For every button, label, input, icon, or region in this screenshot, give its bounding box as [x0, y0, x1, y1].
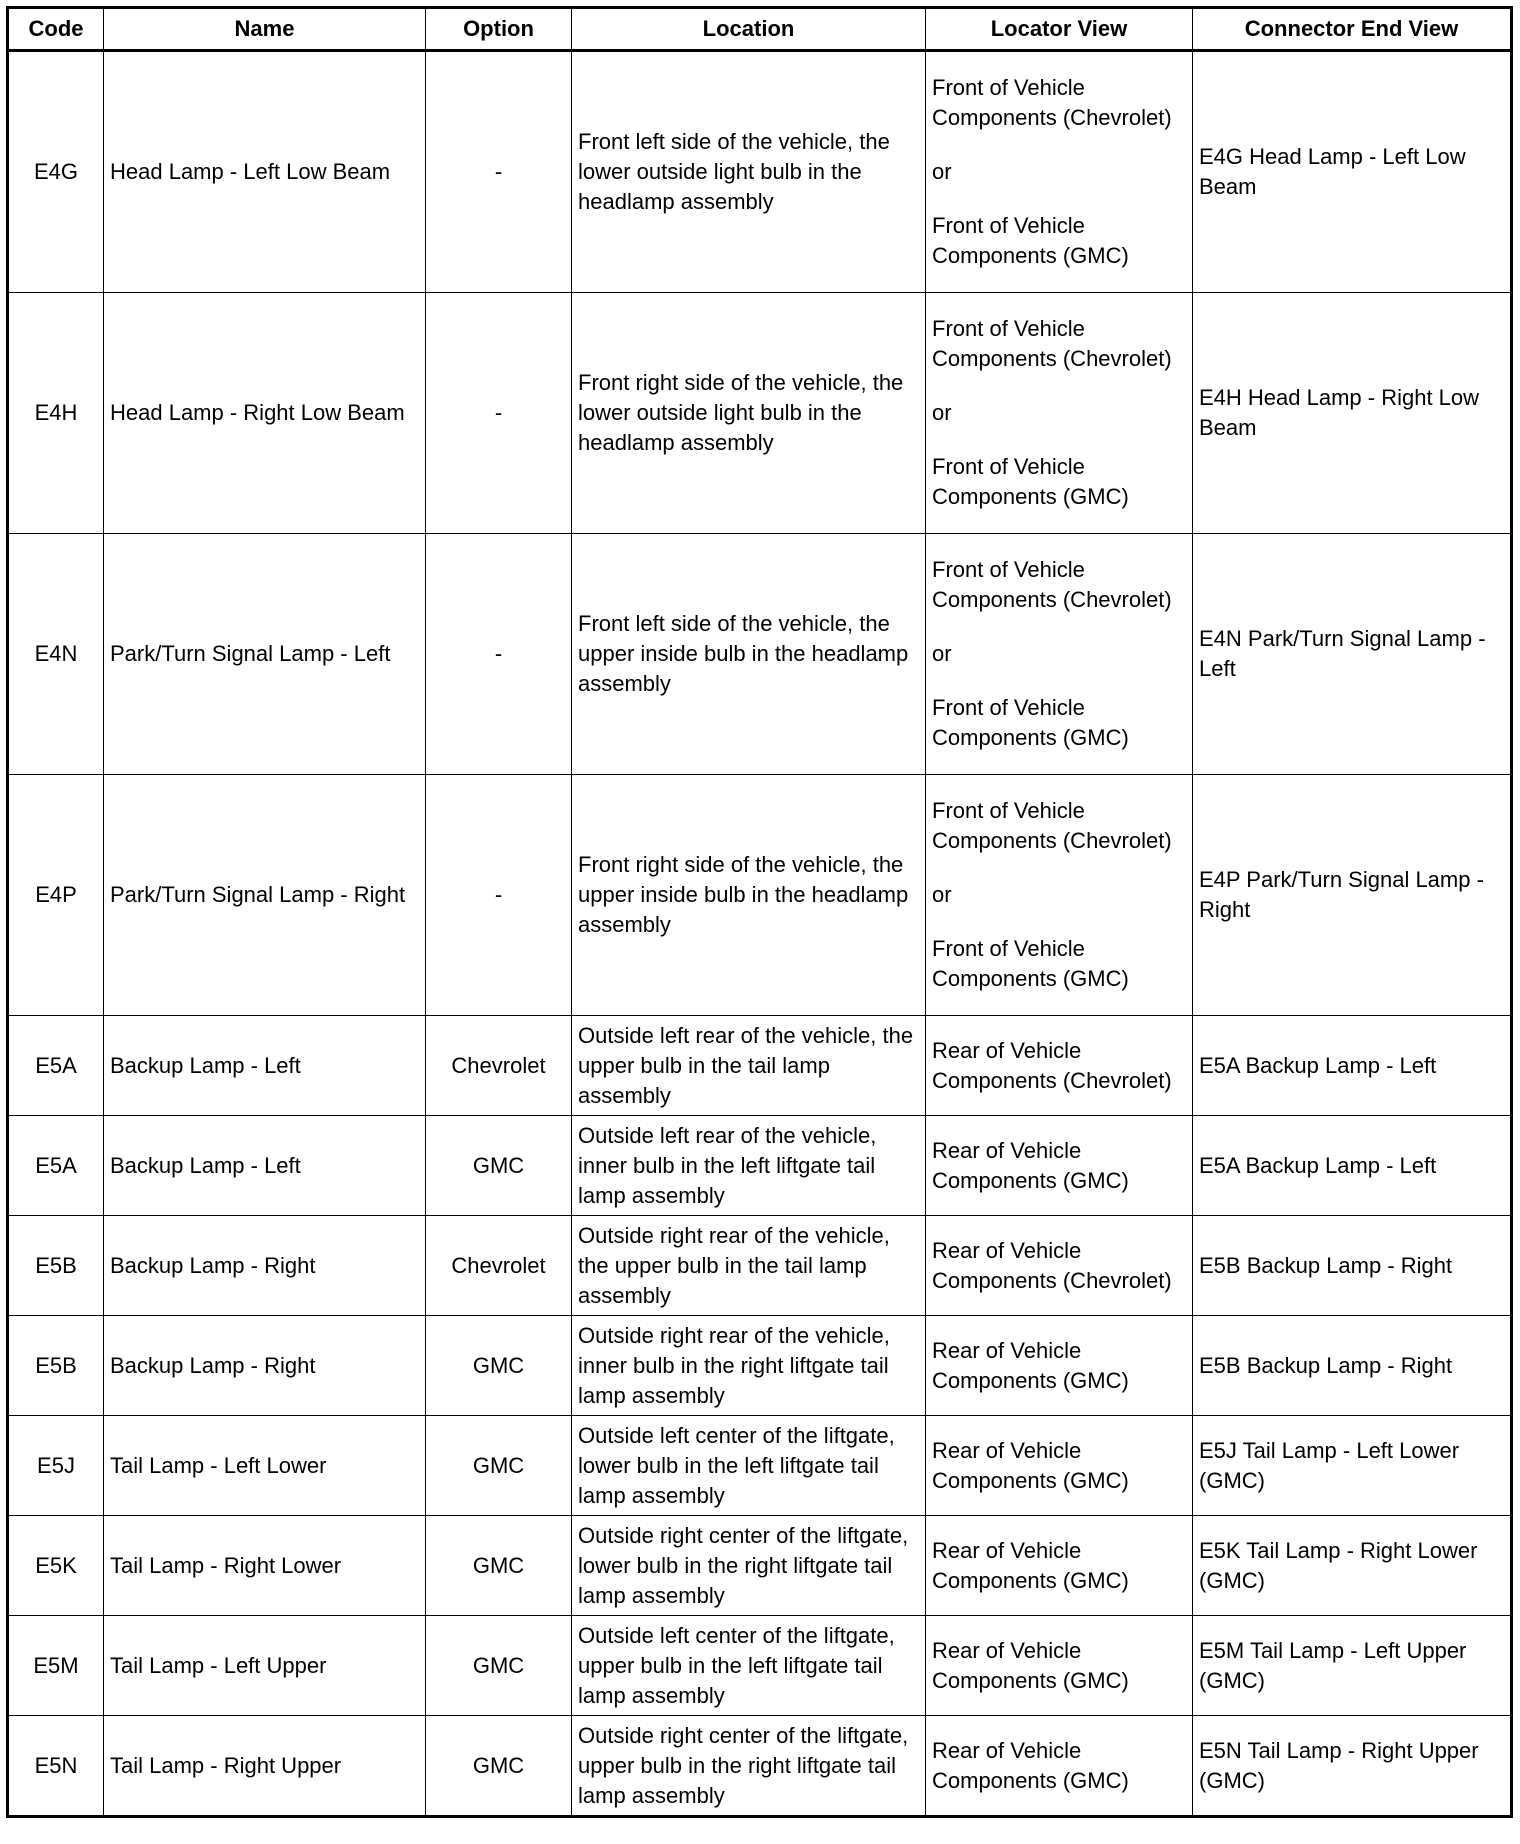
- connector-end-view-cell[interactable]: E5B Backup Lamp - Right: [1193, 1216, 1512, 1316]
- option-cell: GMC: [426, 1116, 572, 1216]
- code-cell: E5K: [8, 1516, 104, 1616]
- locator-view-cell: [926, 1516, 1193, 1616]
- name-cell: Tail Lamp - Left Lower: [104, 1416, 426, 1516]
- locator-view-link[interactable]: Front of Vehicle Components (Chevrolet): [932, 557, 1172, 612]
- locator-view-link[interactable]: Front of Vehicle Components (GMC): [932, 695, 1129, 750]
- option-cell: Chevrolet: [426, 1216, 572, 1316]
- name-cell: Park/Turn Signal Lamp - Right: [104, 775, 426, 1016]
- code-cell: E5N: [8, 1716, 104, 1817]
- component-locator-table: [6, 6, 1513, 1818]
- connector-end-view-cell[interactable]: E4N Park/Turn Signal Lamp - Left: [1193, 534, 1512, 775]
- connector-end-view-cell[interactable]: E5A Backup Lamp - Left: [1193, 1116, 1512, 1216]
- locator-view-link[interactable]: Front of Vehicle Components (Chevrolet): [932, 316, 1172, 371]
- table-row: [8, 293, 1512, 534]
- location-cell: Outside right center of the liftgate, upper bulb in the right liftgate tail lamp assembly: [572, 1716, 926, 1817]
- connector-end-view-cell[interactable]: E4P Park/Turn Signal Lamp - Right: [1193, 775, 1512, 1016]
- spacer: [932, 856, 1186, 880]
- option-cell: Chevrolet: [426, 1016, 572, 1116]
- locator-view-link[interactable]: Rear of Vehicle Components (GMC): [932, 1437, 1129, 1493]
- option-cell: -: [426, 51, 572, 293]
- table-row: [8, 1316, 1512, 1416]
- locator-view-cell: [926, 775, 1193, 1016]
- option-cell: GMC: [426, 1716, 572, 1817]
- spacer: [932, 910, 1186, 934]
- header-connector-end-view: Connector End View: [1193, 8, 1512, 51]
- location-cell: Outside left center of the liftgate, lower bulb in the left liftgate tail lamp assembly: [572, 1416, 926, 1516]
- locator-view-cell: [926, 293, 1193, 534]
- location-cell: Outside right rear of the vehicle, inner bulb in the right liftgate tail lamp assembly: [572, 1316, 926, 1416]
- connector-end-view-cell[interactable]: E5J Tail Lamp - Left Lower (GMC): [1193, 1416, 1512, 1516]
- code-cell: E4P: [8, 775, 104, 1016]
- name-cell: Backup Lamp - Right: [104, 1316, 426, 1416]
- locator-view-link[interactable]: Front of Vehicle Components (GMC): [932, 454, 1129, 509]
- name-cell: Tail Lamp - Left Upper: [104, 1616, 426, 1716]
- connector-end-view-cell[interactable]: E5N Tail Lamp - Right Upper (GMC): [1193, 1716, 1512, 1817]
- connector-end-view-cell[interactable]: E5M Tail Lamp - Left Upper (GMC): [1193, 1616, 1512, 1716]
- locator-view-cell: [926, 1616, 1193, 1716]
- location-cell: Front right side of the vehicle, the lower outside light bulb in the headlamp assembly: [572, 293, 926, 534]
- code-cell: E5B: [8, 1316, 104, 1416]
- connector-end-view-cell[interactable]: E5A Backup Lamp - Left: [1193, 1016, 1512, 1116]
- locator-view-link[interactable]: Rear of Vehicle Components (GMC): [932, 1637, 1129, 1693]
- location-cell: Outside left rear of the vehicle, inner bulb in the left liftgate tail lamp assembly: [572, 1116, 926, 1216]
- table-row: [8, 775, 1512, 1016]
- name-cell: Backup Lamp - Left: [104, 1116, 426, 1216]
- or-text: or: [932, 159, 952, 184]
- spacer: [932, 133, 1186, 157]
- table-row: [8, 1416, 1512, 1516]
- locator-view-link[interactable]: Front of Vehicle Components (Chevrolet): [932, 798, 1172, 853]
- table-row: [8, 1016, 1512, 1116]
- header-code: Code: [8, 8, 104, 51]
- option-cell: -: [426, 775, 572, 1016]
- code-cell: E5A: [8, 1016, 104, 1116]
- code-cell: E5M: [8, 1616, 104, 1716]
- header-locator-view: Locator View: [926, 8, 1193, 51]
- location-cell: Front left side of the vehicle, the lower outside light bulb in the headlamp assembly: [572, 51, 926, 293]
- location-cell: Outside left center of the liftgate, upper bulb in the left liftgate tail lamp assembly: [572, 1616, 926, 1716]
- locator-view-link[interactable]: Rear of Vehicle Components (GMC): [932, 1137, 1129, 1193]
- locator-view-cell: [926, 534, 1193, 775]
- location-cell: Outside right rear of the vehicle, the upper bulb in the tail lamp assembly: [572, 1216, 926, 1316]
- or-text: or: [932, 641, 952, 666]
- location-cell: Front left side of the vehicle, the upper inside bulb in the headlamp assembly: [572, 534, 926, 775]
- table-row: [8, 534, 1512, 775]
- name-cell: Park/Turn Signal Lamp - Left: [104, 534, 426, 775]
- locator-view-link[interactable]: Front of Vehicle Components (GMC): [932, 213, 1129, 268]
- name-cell: Tail Lamp - Right Lower: [104, 1516, 426, 1616]
- code-cell: E4H: [8, 293, 104, 534]
- option-cell: GMC: [426, 1516, 572, 1616]
- or-text: or: [932, 400, 952, 425]
- name-cell: Backup Lamp - Left: [104, 1016, 426, 1116]
- header-name: Name: [104, 8, 426, 51]
- connector-end-view-cell[interactable]: E4H Head Lamp - Right Low Beam: [1193, 293, 1512, 534]
- locator-view-cell: [926, 51, 1193, 293]
- header-option: Option: [426, 8, 572, 51]
- spacer: [932, 187, 1186, 211]
- spacer: [932, 669, 1186, 693]
- code-cell: E5J: [8, 1416, 104, 1516]
- option-cell: -: [426, 293, 572, 534]
- location-cell: Front right side of the vehicle, the upper inside bulb in the headlamp assembly: [572, 775, 926, 1016]
- locator-view-cell: [926, 1316, 1193, 1416]
- table-row: [8, 1116, 1512, 1216]
- name-cell: Tail Lamp - Right Upper: [104, 1716, 426, 1817]
- locator-view-cell: [926, 1716, 1193, 1817]
- option-cell: GMC: [426, 1316, 572, 1416]
- connector-end-view-cell[interactable]: E5K Tail Lamp - Right Lower (GMC): [1193, 1516, 1512, 1616]
- option-cell: GMC: [426, 1416, 572, 1516]
- code-cell: E5A: [8, 1116, 104, 1216]
- locator-view-cell: [926, 1416, 1193, 1516]
- locator-view-link[interactable]: Front of Vehicle Components (GMC): [932, 936, 1129, 991]
- spacer: [932, 428, 1186, 452]
- locator-view-link[interactable]: Front of Vehicle Components (Chevrolet): [932, 75, 1172, 130]
- table-row: [8, 51, 1512, 293]
- code-cell: E5B: [8, 1216, 104, 1316]
- header-location: Location: [572, 8, 926, 51]
- table-row: [8, 1716, 1512, 1817]
- connector-end-view-cell[interactable]: E5B Backup Lamp - Right: [1193, 1316, 1512, 1416]
- table-row: [8, 1616, 1512, 1716]
- locator-view-cell: [926, 1216, 1193, 1316]
- locator-view-link[interactable]: Rear of Vehicle Components (GMC): [932, 1537, 1129, 1593]
- code-cell: E4G: [8, 51, 104, 293]
- location-cell: Outside right center of the liftgate, lower bulb in the right liftgate tail lamp assembly: [572, 1516, 926, 1616]
- locator-view-cell: [926, 1016, 1193, 1116]
- code-cell: E4N: [8, 534, 104, 775]
- locator-view-link[interactable]: Rear of Vehicle Components (GMC): [932, 1337, 1129, 1393]
- name-cell: Head Lamp - Left Low Beam: [104, 51, 426, 293]
- locator-view-cell: [926, 1116, 1193, 1216]
- name-cell: Backup Lamp - Right: [104, 1216, 426, 1316]
- name-cell: Head Lamp - Right Low Beam: [104, 293, 426, 534]
- table-row: [8, 1216, 1512, 1316]
- table-row: [8, 1516, 1512, 1616]
- or-text: or: [932, 882, 952, 907]
- locator-view-link[interactable]: Rear of Vehicle Components (Chevrolet): [932, 1037, 1172, 1093]
- spacer: [932, 374, 1186, 398]
- locator-view-link[interactable]: Rear of Vehicle Components (Chevrolet): [932, 1237, 1172, 1293]
- locator-view-link[interactable]: Rear of Vehicle Components (GMC): [932, 1737, 1129, 1793]
- location-cell: Outside left rear of the vehicle, the upper bulb in the tail lamp assembly: [572, 1016, 926, 1116]
- connector-end-view-cell[interactable]: E4G Head Lamp - Left Low Beam: [1193, 51, 1512, 293]
- option-cell: GMC: [426, 1616, 572, 1716]
- option-cell: -: [426, 534, 572, 775]
- spacer: [932, 615, 1186, 639]
- header-row: [8, 8, 1512, 51]
